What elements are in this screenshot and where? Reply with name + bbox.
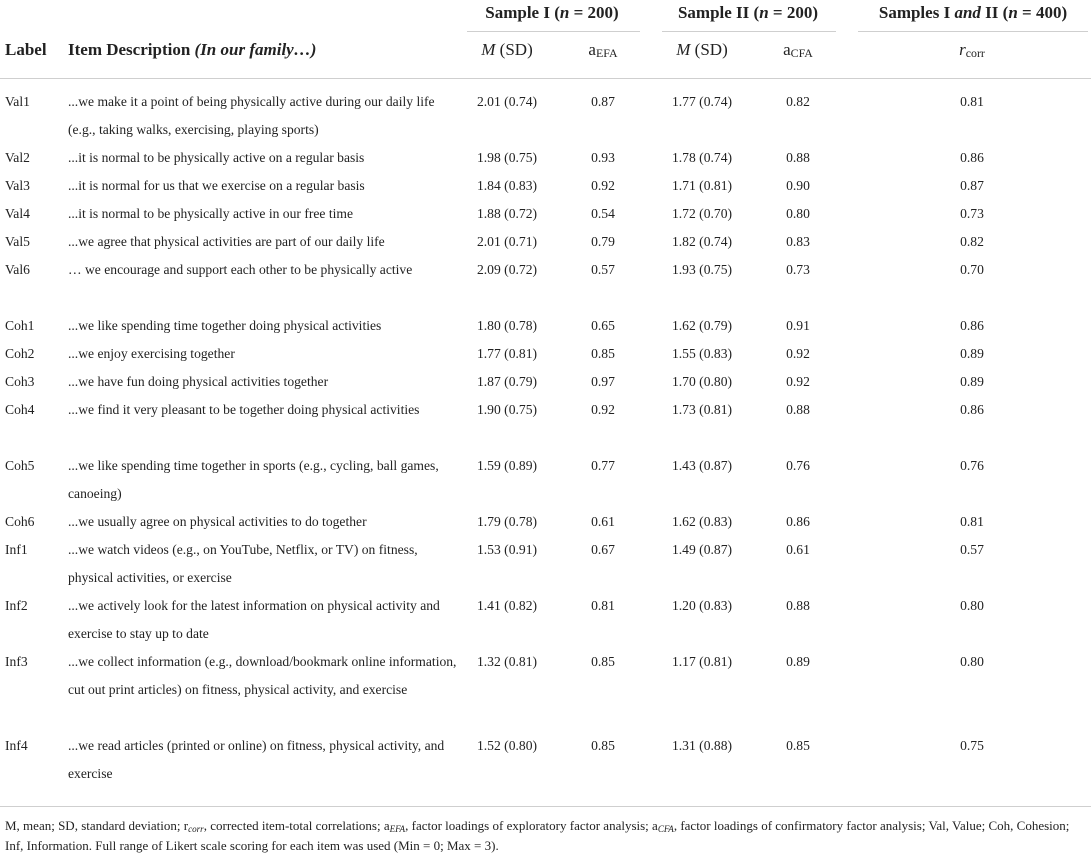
item-description: ...we enjoy exercising together — [68, 346, 235, 361]
a-efa-value: 0.85 — [591, 346, 615, 361]
a-cfa-value: 0.86 — [786, 514, 810, 529]
table-row — [0, 172, 1091, 200]
header-m-sd-2: M (SD) — [676, 40, 728, 59]
mean-sd-sample2: 1.82 (0.74) — [671, 234, 733, 249]
r-corr-value: 0.82 — [960, 234, 984, 249]
header-rule — [0, 78, 1091, 79]
a-efa-value: 0.57 — [591, 262, 615, 277]
a-cfa-value: 0.92 — [786, 374, 810, 389]
table-row — [0, 592, 1091, 648]
item-description: ...we have fun doing physical activities together — [68, 374, 329, 389]
r-corr-value: 0.89 — [960, 346, 984, 361]
mean-sd-sample1: 1.41 (0.82) — [476, 598, 538, 613]
item-description: ...we read articles (printed or online) on fitness, physical activity, and exercise — [68, 738, 445, 781]
a-efa-value: 0.67 — [591, 542, 615, 557]
mean-sd-sample1: 1.53 (0.91) — [476, 542, 538, 557]
row-label: Val2 — [5, 150, 30, 165]
item-description: ...we find it very pleasant to be together doing physical activities — [68, 402, 420, 417]
mean-sd-sample1: 2.01 (0.71) — [476, 234, 538, 249]
table-row — [0, 340, 1091, 368]
group-header-sample2: Sample II (n = 200) — [677, 3, 819, 22]
table-row — [0, 536, 1091, 592]
a-cfa-value: 0.85 — [786, 738, 810, 753]
header-item-description: Item Description (In our family…) — [68, 40, 317, 59]
r-corr-value: 0.87 — [960, 178, 984, 193]
a-cfa-value: 0.82 — [786, 94, 810, 109]
item-description: ...it is normal to be physically active on a regular basis — [68, 150, 365, 165]
row-label: Coh3 — [5, 374, 35, 389]
r-corr-value: 0.73 — [960, 206, 984, 221]
table-row — [0, 648, 1091, 732]
a-cfa-value: 0.73 — [786, 262, 810, 277]
group-underline-sample2 — [662, 31, 836, 32]
mean-sd-sample1: 1.32 (0.81) — [476, 654, 538, 669]
table-row — [0, 256, 1091, 312]
item-description: … we encourage and support each other to be physically active — [68, 262, 413, 277]
a-cfa-value: 0.91 — [786, 318, 810, 333]
mean-sd-sample2: 1.62 (0.83) — [671, 514, 733, 529]
a-cfa-value: 0.83 — [786, 234, 810, 249]
mean-sd-sample1: 1.87 (0.79) — [476, 374, 538, 389]
mean-sd-sample2: 1.62 (0.79) — [671, 318, 733, 333]
row-label: Coh4 — [5, 402, 35, 417]
r-corr-value: 0.80 — [960, 654, 984, 669]
a-efa-value: 0.93 — [591, 150, 615, 165]
table-row — [0, 508, 1091, 536]
row-label: Val3 — [5, 178, 30, 193]
r-corr-value: 0.86 — [960, 150, 984, 165]
table-row — [0, 144, 1091, 172]
mean-sd-sample2: 1.70 (0.80) — [671, 374, 733, 389]
a-cfa-value: 0.80 — [786, 206, 810, 221]
a-cfa-value: 0.92 — [786, 346, 810, 361]
r-corr-value: 0.89 — [960, 374, 984, 389]
group-underline-both — [858, 31, 1088, 32]
mean-sd-sample2: 1.55 (0.83) — [671, 346, 733, 361]
a-efa-value: 0.87 — [591, 94, 615, 109]
item-description: ...we like spending time together doing physical activities — [68, 318, 382, 333]
item-description: ...we actively look for the latest information on physical activity and exercise to stay up to date — [68, 598, 440, 641]
mean-sd-sample1: 1.84 (0.83) — [476, 178, 538, 193]
row-label: Val6 — [5, 262, 30, 277]
item-description: ...we collect information (e.g., download/bookmark online information, cut out print articles) on fitness, physical activity, and exercise — [68, 654, 457, 697]
a-efa-value: 0.81 — [591, 598, 615, 613]
mean-sd-sample1: 2.01 (0.74) — [476, 94, 538, 109]
mean-sd-sample1: 1.80 (0.78) — [476, 318, 538, 333]
a-cfa-value: 0.90 — [786, 178, 810, 193]
mean-sd-sample2: 1.78 (0.74) — [671, 150, 733, 165]
table-row — [0, 200, 1091, 228]
table-footnote: M, mean; SD, standard deviation; $r_{corr}$, corrected item-total correlations; $a_{EFA}$, factor loadings of exploratory factor analysis; $a_{CFA}$, factor loadings of confirmatory factor analysis; Val, Value; Coh, Cohesion; Inf, Information. Full range of Likert scale scoring for each item was used (Min = 0; Max = 3). — [5, 818, 1070, 853]
a-cfa-value: 0.89 — [786, 654, 810, 669]
r-corr-value: 0.86 — [960, 402, 984, 417]
header-label: Label — [5, 40, 47, 59]
a-efa-value: 0.97 — [591, 374, 615, 389]
row-label: Coh6 — [5, 514, 35, 529]
a-efa-value: 0.54 — [591, 206, 615, 221]
mean-sd-sample1: 1.59 (0.89) — [476, 458, 538, 473]
group-header-both: Samples I and II (n = 400) — [878, 3, 1068, 22]
row-label: Inf4 — [5, 738, 28, 753]
a-efa-value: 0.85 — [591, 738, 615, 753]
a-cfa-value: 0.76 — [786, 458, 810, 473]
table-row — [0, 228, 1091, 256]
row-label: Val1 — [5, 94, 30, 109]
mean-sd-sample2: 1.17 (0.81) — [671, 654, 733, 669]
r-corr-value: 0.80 — [960, 598, 984, 613]
mean-sd-sample2: 1.73 (0.81) — [671, 402, 733, 417]
r-corr-value: 0.70 — [960, 262, 984, 277]
item-description: ...it is normal to be physically active in our free time — [68, 206, 354, 221]
header-a-efa: $a_{EFA}$ — [588, 40, 618, 60]
a-cfa-value: 0.88 — [786, 402, 810, 417]
a-cfa-value: 0.61 — [786, 542, 810, 557]
bottom-rule — [0, 806, 1091, 807]
table-row — [0, 396, 1091, 452]
row-label: Coh5 — [5, 458, 35, 473]
r-corr-value: 0.81 — [960, 514, 984, 529]
item-description: ...it is normal for us that we exercise on a regular basis — [68, 178, 365, 193]
row-label: Val4 — [5, 206, 30, 221]
mean-sd-sample1: 2.09 (0.72) — [476, 262, 538, 277]
row-label: Inf3 — [5, 654, 28, 669]
item-description: ...we make it a point of being physically active during our daily life (e.g., taking walks, exercising, playing sports) — [68, 94, 435, 137]
mean-sd-sample2: 1.49 (0.87) — [671, 542, 733, 557]
a-efa-value: 0.79 — [591, 234, 615, 249]
row-label: Inf1 — [5, 542, 28, 557]
table-row — [0, 452, 1091, 508]
mean-sd-sample2: 1.71 (0.81) — [671, 178, 733, 193]
a-efa-value: 0.77 — [591, 458, 615, 473]
table-row — [0, 732, 1091, 788]
mean-sd-sample1: 1.88 (0.72) — [476, 206, 538, 221]
mean-sd-sample2: 1.77 (0.74) — [671, 94, 733, 109]
mean-sd-sample2: 1.31 (0.88) — [671, 738, 733, 753]
item-description: ...we watch videos (e.g., on YouTube, Netflix, or TV) on fitness, physical activities, or exercise — [68, 542, 418, 585]
header-r-corr: $r_{corr}$ — [959, 40, 985, 60]
group-underline-sample1 — [467, 31, 640, 32]
a-cfa-value: 0.88 — [786, 150, 810, 165]
item-description: ...we agree that physical activities are part of our daily life — [68, 234, 385, 249]
row-label: Val5 — [5, 234, 30, 249]
header-a-cfa: $a_{CFA}$ — [783, 40, 813, 60]
mean-sd-sample2: 1.72 (0.70) — [671, 206, 733, 221]
table-row — [0, 312, 1091, 340]
a-cfa-value: 0.88 — [786, 598, 810, 613]
a-efa-value: 0.92 — [591, 178, 615, 193]
a-efa-value: 0.61 — [591, 514, 615, 529]
a-efa-value: 0.65 — [591, 318, 615, 333]
a-efa-value: 0.92 — [591, 402, 615, 417]
mean-sd-sample2: 1.43 (0.87) — [671, 458, 733, 473]
row-label: Inf2 — [5, 598, 28, 613]
r-corr-value: 0.76 — [960, 458, 984, 473]
r-corr-value: 0.81 — [960, 94, 984, 109]
mean-sd-sample1: 1.77 (0.81) — [476, 346, 538, 361]
mean-sd-sample2: 1.20 (0.83) — [671, 598, 733, 613]
group-header-sample1: Sample I (n = 200) — [485, 3, 619, 22]
r-corr-value: 0.86 — [960, 318, 984, 333]
mean-sd-sample1: 1.90 (0.75) — [476, 402, 538, 417]
r-corr-value: 0.57 — [960, 542, 984, 557]
mean-sd-sample1: 1.98 (0.75) — [476, 150, 538, 165]
row-label: Coh1 — [5, 318, 35, 333]
mean-sd-sample1: 1.52 (0.80) — [476, 738, 538, 753]
r-corr-value: 0.75 — [960, 738, 984, 753]
table-row — [0, 368, 1091, 396]
header-m-sd-1: M (SD) — [481, 40, 533, 59]
a-efa-value: 0.85 — [591, 654, 615, 669]
item-description: ...we usually agree on physical activities to do together — [68, 514, 367, 529]
item-description: ...we like spending time together in sports (e.g., cycling, ball games, canoeing) — [68, 458, 439, 501]
mean-sd-sample1: 1.79 (0.78) — [476, 514, 538, 529]
mean-sd-sample2: 1.93 (0.75) — [671, 262, 733, 277]
table-row — [0, 88, 1091, 144]
row-label: Coh2 — [5, 346, 35, 361]
